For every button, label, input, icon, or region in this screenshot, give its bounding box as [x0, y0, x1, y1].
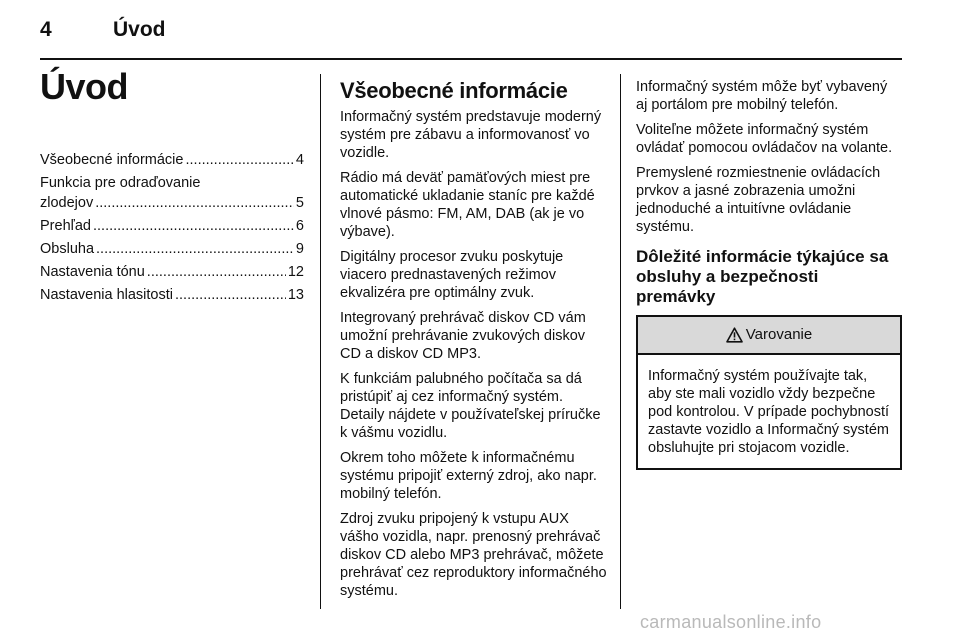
body-paragraph: Zdroj zvuku pripojený k vstupu AUX vášho vozidla, napr. prenosný prehrávač diskov CD alebo MP3 prehrávač, môžete prehrávať cez reproduktory informačného systému.	[340, 511, 607, 599]
body-paragraph: Informačný systém môže byť vybavený aj portálom pre mobilný telefón.	[636, 79, 888, 113]
body-paragraph: Digitálny procesor zvuku poskytuje viacero prednastavených režimov ekvalizéra pre optimálny zvuk.	[340, 249, 564, 301]
toc-entry-page: 13	[287, 287, 304, 303]
toc-entry-title: Nastavenia hlasitosti	[40, 287, 173, 303]
toc-leader	[96, 239, 294, 259]
toc-leader	[93, 216, 294, 236]
toc-entry-page: 12	[287, 264, 304, 280]
body-paragraph: Premyslené rozmiestnenie ovládacích prvkov a jasné zobrazenia umožni jednoduché a intuitívne ovládanie systému.	[636, 165, 881, 235]
column-safety-info	[636, 78, 902, 470]
table-of-contents	[40, 150, 304, 308]
page-number: 4	[40, 18, 52, 41]
body-paragraph: Integrovaný prehrávač diskov CD vám umožní prehrávanie zvukových diskov CD a diskov CD MP3.	[340, 310, 586, 362]
body-paragraph: K funkciám palubného počítača sa dá pristúpiť aj cez informačný systém. Detaily nájdete v používateľskej príručke k vášmu vozidlu.	[340, 371, 601, 441]
warning-title: Varovanie	[745, 326, 813, 343]
toc-entry-page: 5	[295, 195, 304, 211]
toc-entry-theft-deterrent[interactable]	[40, 173, 304, 213]
toc-entry-title: Obsluha	[40, 241, 95, 257]
toc-entry-title: Nastavenia tónu	[40, 264, 145, 280]
warning-text: Informačný systém používajte tak, aby ste mali vozidlo vždy bezpečne pod kontrolou. V prípade pochybností zastavte vozidlo a Informačný systém obsluhujte pri stojacom vozidle.	[648, 368, 890, 456]
header-divider	[40, 58, 902, 60]
toc-entry-title: Všeobecné informácie	[40, 152, 184, 168]
body-paragraph: Informačný systém predstavuje moderný systém pre zábavu a informovanosť vo vozidle.	[340, 109, 602, 161]
toc-entry-title: Prehľad	[40, 218, 91, 234]
toc-leader	[175, 285, 286, 305]
body-paragraph: Okrem toho môžete k informačnému systému pripojiť externý zdroj, ako napr. mobilný telefón.	[340, 450, 597, 502]
warning-box	[636, 315, 902, 470]
toc-entry-page: 4	[295, 152, 304, 168]
toc-entry-title-cont: zlodejov	[40, 195, 94, 211]
column-divider-1	[320, 74, 321, 609]
toc-entry-title: Funkcia pre odraďovanie	[40, 175, 201, 191]
column-divider-2	[620, 74, 621, 609]
toc-entry-overview[interactable]	[40, 216, 304, 236]
chapter-title: Úvod	[40, 66, 128, 107]
section-heading: Všeobecné informácie	[340, 78, 568, 103]
toc-entry-general-info[interactable]	[40, 150, 304, 170]
running-title: Úvod	[113, 18, 166, 41]
body-paragraph: Voliteľne môžete informačný systém ovládať pomocou ovládačov na volante.	[636, 122, 893, 156]
column-general-info	[340, 78, 608, 607]
watermark: carmanualsonline.info	[640, 612, 822, 632]
body-paragraph: Rádio má deväť pamäťových miest pre automatické ukladanie staníc pre každé vlnové pásmo: FM, AM, DAB (ak je vo výbave).	[340, 170, 595, 240]
toc-leader	[95, 193, 294, 213]
toc-entry-volume-settings[interactable]	[40, 285, 304, 305]
warning-header	[638, 317, 900, 355]
toc-leader	[147, 262, 286, 282]
safety-subheading: Dôležité informácie týkajúce sa obsluhy a bezpečnosti premávky	[636, 247, 889, 306]
toc-leader	[185, 150, 293, 170]
warning-triangle-icon	[726, 327, 743, 343]
toc-entry-page: 6	[295, 218, 304, 234]
toc-entry-operation[interactable]	[40, 239, 304, 259]
toc-entry-tone-settings[interactable]	[40, 262, 304, 282]
toc-entry-page: 9	[295, 241, 304, 257]
